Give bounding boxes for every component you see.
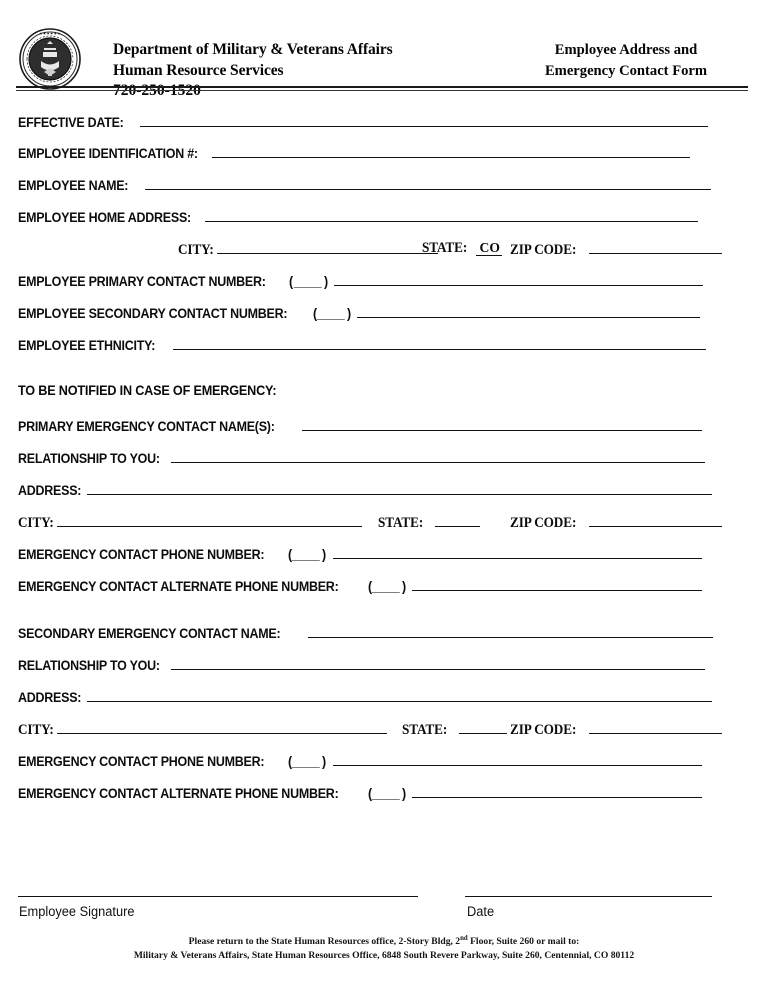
primary-emergency-phone-area-open: ( — [287, 547, 292, 562]
field-primary-emergency-zip — [510, 513, 722, 533]
home-address-input[interactable] — [205, 208, 698, 222]
employee-name-label: EMPLOYEE NAME: — [18, 178, 129, 193]
field-home-address — [18, 208, 698, 228]
employee-ethnicity-label: EMPLOYEE ETHNICITY: — [18, 338, 156, 353]
footer-line1-part1: Please return to the State Human Resources office, 2-Story Bldg, 2 — [188, 936, 461, 948]
secondary-emergency-phone-area-open: ( — [287, 754, 292, 769]
svg-text:★ ★ ★ ★ ★ ★: ★ ★ ★ ★ ★ ★ — [39, 31, 61, 36]
primary-emergency-city-input[interactable] — [57, 513, 362, 527]
secondary-phone-area-close: ) — [346, 306, 351, 321]
employee-id-input[interactable] — [212, 144, 690, 158]
department-name: Department of Military & Veterans Affairs — [113, 41, 393, 58]
date-line[interactable] — [465, 896, 712, 897]
field-primary-emergency-phone — [18, 545, 702, 565]
date-label: Date — [467, 904, 495, 919]
secondary-emergency-address-label: ADDRESS: — [18, 690, 82, 705]
primary-emergency-alt-phone-label: EMERGENCY CONTACT ALTERNATE PHONE NUMBER: — [18, 579, 339, 594]
field-employee-zip — [510, 240, 722, 260]
field-employee-name — [18, 176, 711, 196]
primary-emergency-phone-label: EMERGENCY CONTACT PHONE NUMBER: — [18, 547, 265, 562]
primary-emergency-relationship-label: RELATIONSHIP TO YOU: — [18, 451, 160, 466]
primary-emergency-alt-phone-area-close: ) — [401, 579, 407, 594]
footer-mailing-address: Military & Veterans Affairs, State Human Resources Office, 6848 South Revere Parkway, Suite 260, Centennial, CO 80112 — [133, 950, 635, 962]
field-employee-ethnicity — [18, 336, 706, 356]
secondary-emergency-phone-input[interactable] — [333, 752, 702, 766]
primary-emergency-name-label: PRIMARY EMERGENCY CONTACT NAME(S): — [18, 419, 275, 434]
secondary-phone-area-input[interactable]: ____ — [317, 306, 345, 321]
primary-emergency-address-label: ADDRESS: — [18, 483, 82, 498]
document-footer — [0, 932, 768, 963]
primary-emergency-name-input[interactable] — [302, 417, 702, 431]
department-unit: Human Resource Services — [113, 61, 284, 79]
primary-emergency-zip-input[interactable] — [589, 513, 722, 527]
employee-name-input[interactable] — [145, 176, 711, 190]
form-title-line-1: Employee Address and — [554, 42, 698, 58]
employee-city-label: CITY: — [178, 242, 214, 258]
emergency-heading-text: TO BE NOTIFIED IN CASE OF EMERGENCY: — [18, 383, 277, 398]
employee-id-label: EMPLOYEE IDENTIFICATION #: — [18, 146, 198, 161]
primary-emergency-alt-phone-area-open: ( — [367, 579, 372, 594]
effective-date-label: EFFECTIVE DATE: — [18, 115, 124, 130]
field-employee-primary-phone — [18, 272, 703, 292]
employee-state-value[interactable]: CO — [476, 241, 502, 256]
secondary-emergency-alt-phone-area-close: ) — [401, 786, 407, 801]
field-secondary-emergency-relationship — [18, 656, 705, 676]
secondary-emergency-phone-area-close: ) — [322, 754, 327, 769]
secondary-emergency-alt-phone-area-open: ( — [367, 786, 372, 801]
employee-signature-label: Employee Signature — [19, 904, 135, 919]
employee-state-label: STATE: — [422, 240, 468, 256]
employee-signature-line[interactable] — [18, 896, 418, 897]
employee-secondary-phone-input[interactable] — [357, 304, 700, 318]
secondary-emergency-alt-phone-area-input[interactable]: ____ — [372, 786, 400, 801]
secondary-emergency-zip-input[interactable] — [589, 720, 722, 734]
secondary-emergency-phone-label: EMERGENCY CONTACT PHONE NUMBER: — [18, 754, 265, 769]
secondary-emergency-zip-label: ZIP CODE: — [510, 722, 577, 738]
primary-emergency-alt-phone-input[interactable] — [412, 577, 702, 591]
primary-phone-area-input[interactable]: ____ — [293, 274, 322, 289]
primary-emergency-state-input[interactable] — [435, 513, 480, 527]
emergency-section-heading — [18, 383, 296, 403]
field-secondary-emergency-state — [402, 720, 507, 740]
field-primary-emergency-address — [18, 481, 712, 501]
footer-return-instructions — [0, 932, 768, 949]
field-secondary-emergency-name — [18, 624, 713, 644]
field-employee-id — [18, 144, 690, 164]
employee-zip-label: ZIP CODE: — [510, 242, 577, 258]
primary-emergency-city-label: CITY: — [18, 515, 54, 531]
primary-emergency-alt-phone-area-input[interactable]: ____ — [372, 579, 400, 594]
field-employee-state — [422, 240, 502, 260]
field-secondary-emergency-zip — [510, 720, 722, 740]
home-address-label: EMPLOYEE HOME ADDRESS: — [18, 210, 191, 225]
employee-primary-phone-input[interactable] — [334, 272, 703, 286]
employee-ethnicity-input[interactable] — [173, 336, 706, 350]
secondary-emergency-phone-area-input[interactable]: ____ — [292, 754, 320, 769]
primary-emergency-address-input[interactable] — [87, 481, 712, 495]
primary-phone-area-close: ) — [323, 274, 328, 289]
field-secondary-emergency-alt-phone — [18, 784, 702, 804]
field-secondary-emergency-address — [18, 688, 712, 708]
secondary-emergency-relationship-input[interactable] — [171, 656, 705, 670]
secondary-emergency-name-input[interactable] — [308, 624, 713, 638]
field-effective-date — [18, 113, 708, 133]
primary-emergency-phone-input[interactable] — [333, 545, 702, 559]
field-primary-emergency-state — [378, 513, 480, 533]
field-secondary-emergency-city — [18, 720, 387, 740]
secondary-emergency-relationship-label: RELATIONSHIP TO YOU: — [18, 658, 160, 673]
primary-phone-area-open: ( — [289, 274, 294, 289]
field-primary-emergency-relationship — [18, 449, 705, 469]
form-title-line-2: Emergency Contact Form — [544, 62, 708, 79]
employee-zip-input[interactable] — [589, 240, 722, 254]
field-secondary-emergency-phone — [18, 752, 702, 772]
secondary-phone-area-open: ( — [312, 306, 317, 321]
secondary-emergency-city-label: CITY: — [18, 722, 54, 738]
primary-emergency-zip-label: ZIP CODE: — [510, 515, 577, 531]
field-employee-city — [178, 240, 438, 260]
footer-ordinal-suffix: nd — [460, 935, 468, 942]
secondary-emergency-alt-phone-label: EMERGENCY CONTACT ALTERNATE PHONE NUMBER: — [18, 786, 339, 801]
secondary-emergency-name-label: SECONDARY EMERGENCY CONTACT NAME: — [18, 626, 281, 641]
footer-line1-part2: Floor, Suite 260 or mail to: — [467, 936, 580, 948]
field-primary-emergency-alt-phone — [18, 577, 702, 597]
employee-city-input[interactable] — [217, 240, 438, 254]
employee-secondary-phone-label: EMPLOYEE SECONDARY CONTACT NUMBER: — [18, 306, 288, 321]
secondary-emergency-state-input[interactable] — [459, 720, 507, 734]
secondary-emergency-state-label: STATE: — [402, 722, 448, 738]
primary-emergency-relationship-input[interactable] — [171, 449, 705, 463]
secondary-emergency-city-input[interactable] — [57, 720, 387, 734]
primary-emergency-phone-area-input[interactable]: ____ — [292, 547, 320, 562]
primary-emergency-phone-area-close: ) — [322, 547, 327, 562]
effective-date-input[interactable] — [140, 113, 708, 127]
secondary-emergency-address-input[interactable] — [87, 688, 712, 702]
department-phone: 720-250-1520 — [113, 82, 201, 99]
field-primary-emergency-city — [18, 513, 362, 533]
field-primary-emergency-name — [18, 417, 702, 437]
employee-primary-phone-label: EMPLOYEE PRIMARY CONTACT NUMBER: — [18, 274, 266, 289]
field-employee-secondary-phone — [18, 304, 700, 324]
secondary-emergency-alt-phone-input[interactable] — [412, 784, 702, 798]
primary-emergency-state-label: STATE: — [378, 515, 424, 531]
